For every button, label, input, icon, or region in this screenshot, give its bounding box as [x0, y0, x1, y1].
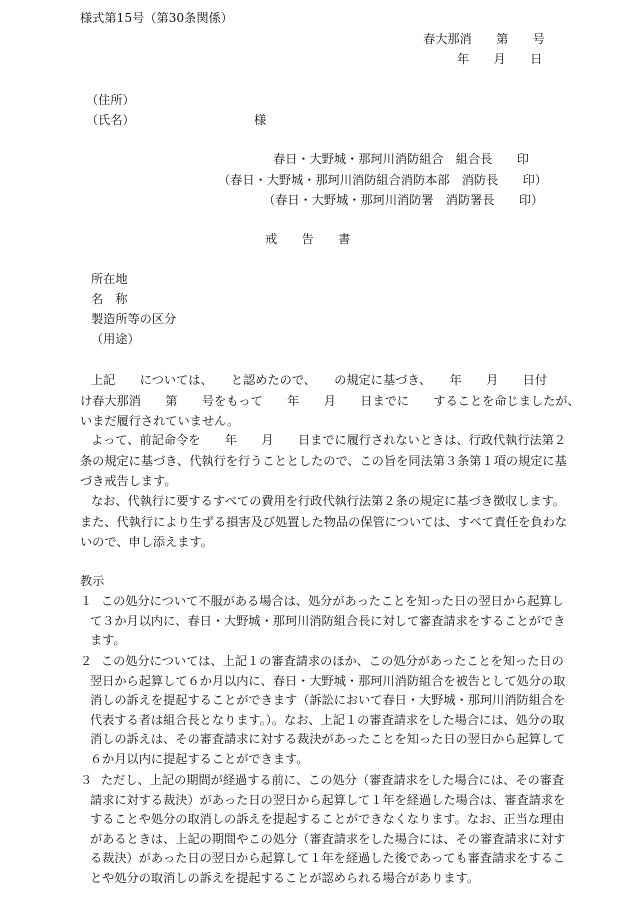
facility-name-label: 名 称	[91, 292, 128, 306]
body-paragraph-3	[80, 491, 568, 553]
paragraph-line: いまだ履行されていません。	[80, 414, 240, 429]
paragraph-line: づき戒告します。	[80, 474, 177, 489]
notice-line: することや処分の取消しの訴えを提起することができなくなります。なお、正当な理由	[90, 812, 565, 827]
notice-line: 消しの訴えは、その審査請求に対する裁決があったことを知った日の翌日から起算して	[90, 732, 566, 747]
notice-item-2	[80, 652, 566, 770]
notice-item-number: １	[80, 594, 93, 608]
notice-line: 消しの訴えを提起することができます（訴訟において春日・大野城・那珂川消防組合を	[90, 693, 566, 708]
document-number: 春大那消 第 号	[423, 32, 545, 46]
notice-item-number: ２	[80, 654, 93, 668]
notice-item-1	[80, 592, 566, 651]
usage-label: （用途）	[91, 332, 140, 346]
notice-line: 翌日から起算して６か月以内に、春日・大野城・那珂川消防組合を被告として処分の取	[90, 673, 566, 688]
notice-item-3	[80, 771, 566, 889]
address-label: （住所）	[86, 93, 135, 107]
document-title: 戒 告 書	[265, 232, 351, 246]
notice-line: この処分については、上記１の審査請求のほか、この処分があったことを知った日の	[101, 654, 564, 668]
body-paragraph-1	[80, 370, 580, 432]
paragraph-line: なお、代執行に要するすべての費用を行政代執行法第２条の規定に基づき徴収します。	[91, 494, 566, 508]
notice-heading: 教示	[80, 574, 105, 588]
notice-line: る裁決）があった日の翌日から起算して１年を経過した後であっても審査請求をするこ	[90, 851, 566, 866]
issuer-union-head: 春日・大野城・那珂川消防組合 組合長 印	[273, 152, 529, 166]
notice-line: ただし、上記の期間が経過する前に、この処分（審査請求をした場合には、その審査	[101, 773, 565, 787]
notice-line: ６か月以内に提起することができます。	[90, 751, 309, 766]
location-label: 所在地	[91, 272, 128, 286]
paragraph-line: 上記 については、 と認めたので、 の規定に基づき、 年 月 日付	[91, 373, 548, 387]
notice-line: て３か月以内に、春日・大野城・那珂川消防組合長に対して審査請求をすることができ	[90, 613, 566, 628]
notice-line: があるときは、上記の期間やこの処分（審査請求をした場合には、その審査請求に対す	[90, 831, 566, 846]
paragraph-line: 条の規定に基づき、代執行を行うこととしたので、この旨を同法第３条第１項の規定に基	[80, 453, 567, 468]
paragraph-line: け春大那消 第 号をもって 年 月 日までに することを命じましたが、	[80, 393, 580, 408]
notice-item-number: ３	[80, 773, 93, 787]
body-paragraph-2	[80, 430, 567, 492]
issuer-fire-chief: （春日・大野城・那珂川消防組合消防本部 消防長 印）	[218, 173, 548, 187]
document-date: 年 月 日	[457, 52, 543, 66]
notice-line: この処分について不服がある場合は、処分があったことを知った日の翌日から起算し	[101, 594, 564, 608]
name-label: （氏名）	[86, 113, 135, 127]
notice-line: 代表する者は組合長となります。）。なお、上記１の審査請求をした場合には、処分の取	[90, 712, 565, 727]
paragraph-line: また、代執行により生ずる損害及び処置した物品の保管については、すべて責任を負わな	[80, 514, 568, 529]
issuer-station-chief: （春日・大野城・那珂川消防署 消防署長 印）	[263, 193, 544, 207]
notice-line: とや処分の取消しの訴えを提起することが認められる場合があります。	[90, 870, 480, 885]
notice-line: ます。	[90, 633, 126, 648]
paragraph-line: よって、前記命令を 年 月 日までに履行されないときは、行政代執行法第２	[91, 433, 567, 447]
form-number: 様式第15号（第30条関係）	[80, 11, 233, 25]
notice-line: 請求に対する裁決）があった日の翌日から起算して１年を経過した場合は、審査請求を	[90, 792, 566, 807]
paragraph-line: いので、申し添えます。	[80, 535, 213, 550]
facility-category-label: 製造所等の区分	[91, 312, 177, 326]
honorific: 様	[254, 113, 267, 127]
